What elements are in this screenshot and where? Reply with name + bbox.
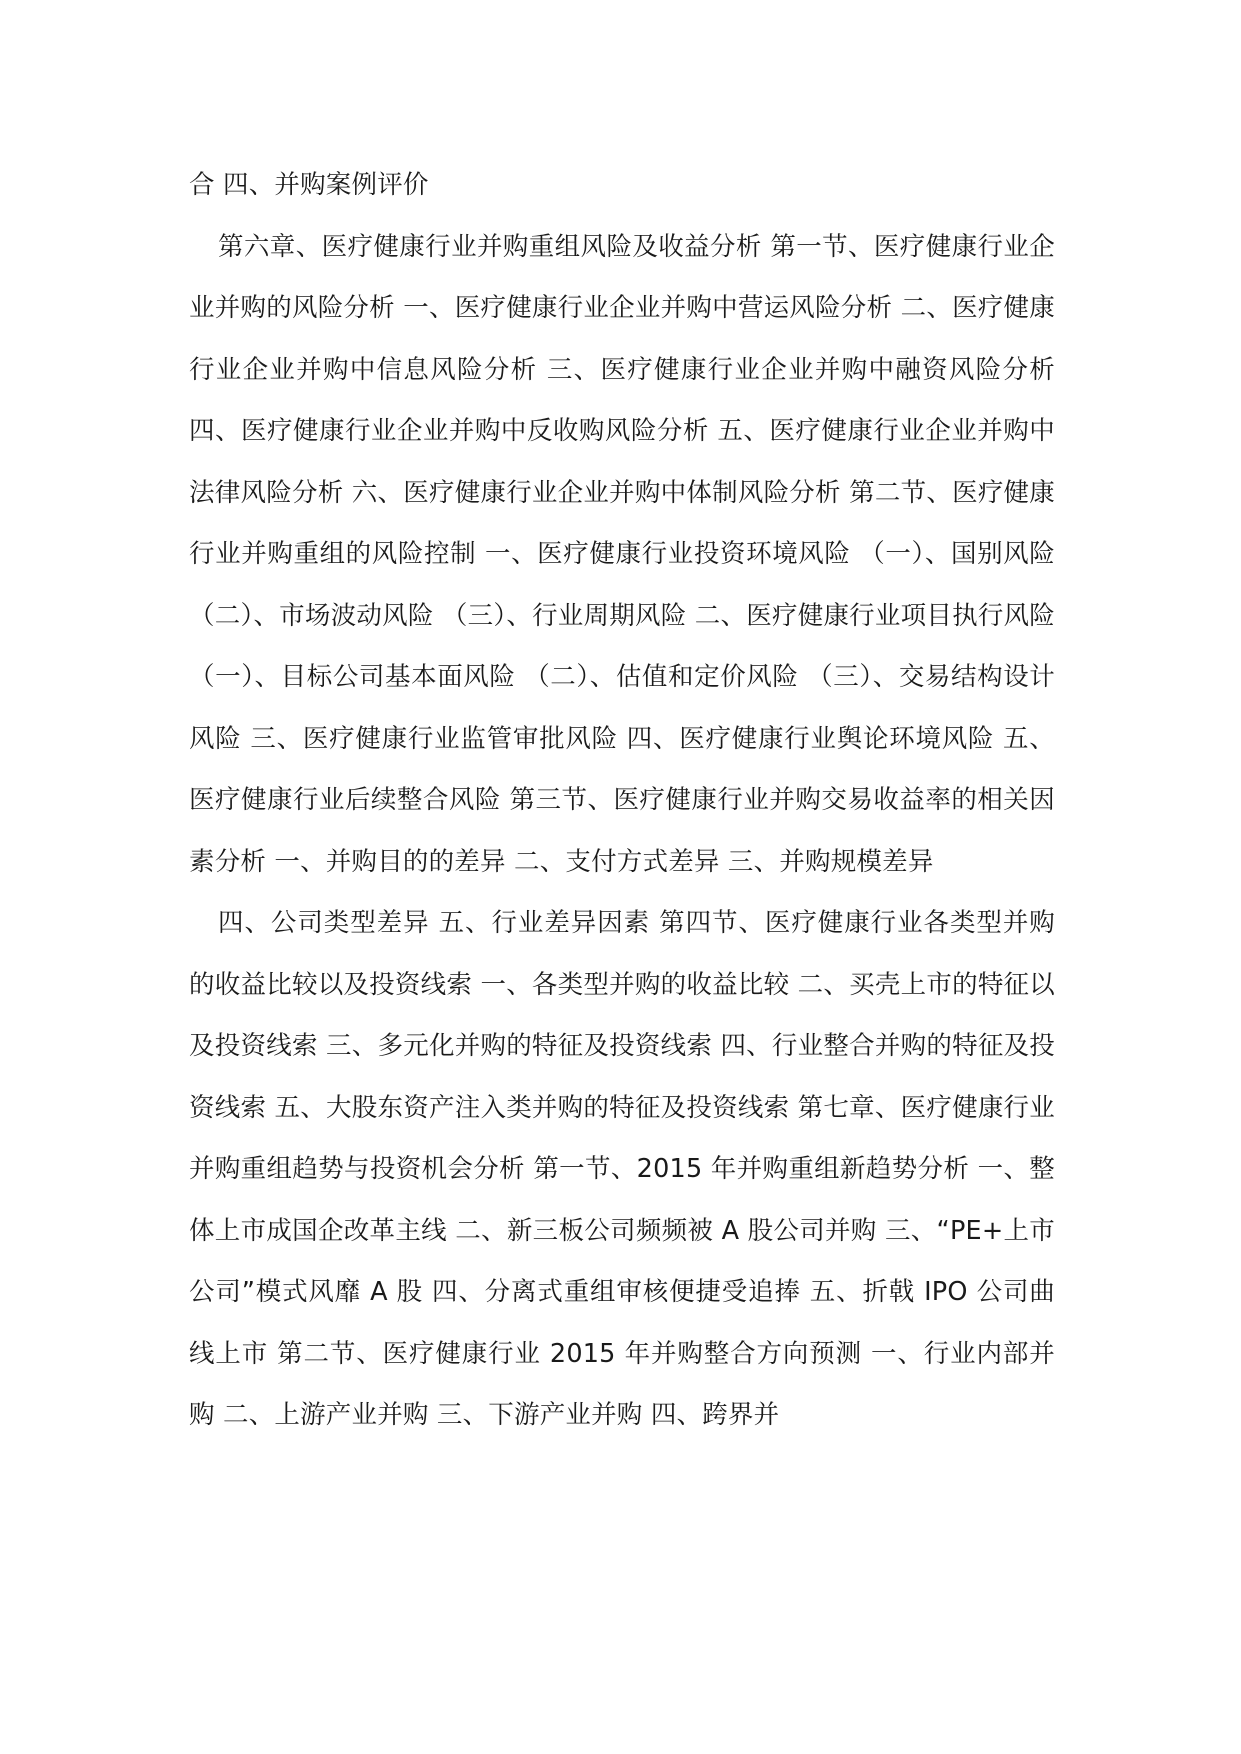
paragraph-1: 合 四、并购案例评价 [189,170,429,200]
paragraph-3: 四、公司类型差异 五、行业差异因素 第四节、医疗健康行业各类型并购的收益比较以及投资线索 一、各类型并购的收益比较 二、买壳上市的特征以及投资线索 三、多元化并购的特征及投资线索 四、行业整合并购的特征及投资线索 五、大股东资产注入类并购的特征及投资线索 第七章、医疗健康行业并购重组趋势与投资机会分析 第一节、2015 年并购重组新趋势分析 一、整体上市成国企改革主线 二、新三板公司频频被 A 股公司并购 三、“PE+上市公司”模式风靡 A 股 四、分离式重组审核便捷受追捧 五、折戟 IPO 公司曲线上市 第二节、医疗健康行业 2015 年并购整合方向预测 一、行业内部并购 二、上游产业并购 三、下游产业并购 四、跨界并 [189,908,1055,1430]
paragraph-2: 第六章、医疗健康行业并购重组风险及收益分析 第一节、医疗健康行业企业并购的风险分析 一、医疗健康行业企业并购中营运风险分析 二、医疗健康行业企业并购中信息风险分析 三、医疗健康行业企业并购中融资风险分析 四、医疗健康行业企业并购中反收购风险分析 五、医疗健康行业企业并购中法律风险分析 六、医疗健康行业企业并购中体制风险分析 第二节、医疗健康行业并购重组的风险控制 一、医疗健康行业投资环境风险 （一）、国别风险 （二）、市场波动风险 （三）、行业周期风险 二、医疗健康行业项目执行风险 （一）、目标公司基本面风险 （二）、估值和定价风险 （三）、交易结构设计风险 三、医疗健康行业监管审批风险 四、医疗健康行业舆论环境风险 五、医疗健康行业后续整合风险 第三节、医疗健康行业并购交易收益率的相关因素分析 一、并购目的的差异 二、支付方式差异 三、并购规模差异 [189,231,1055,877]
document-body [189,155,1055,1447]
